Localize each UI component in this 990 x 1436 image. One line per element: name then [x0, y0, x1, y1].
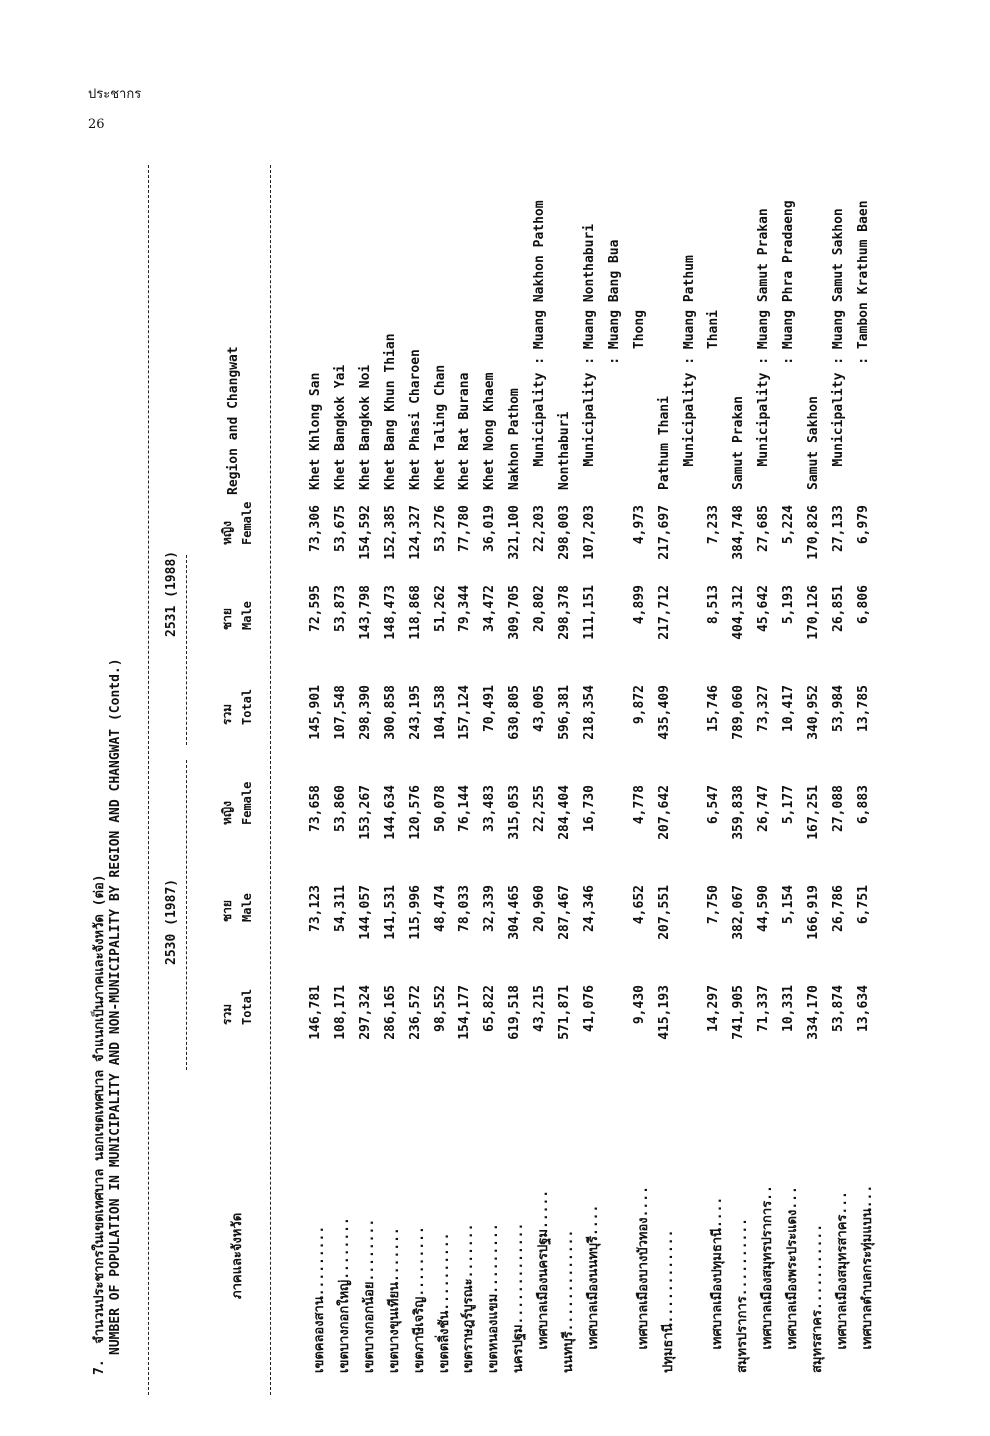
subhead-female-en-1988: Female — [240, 501, 254, 545]
row-label-english: Khet Bangkok Noi — [357, 364, 373, 490]
cell-male-1988: 309,705 — [507, 585, 523, 640]
cell-total-1988: 10,417 — [781, 685, 797, 732]
rule-year-1987 — [186, 760, 187, 1070]
cell-male-1987: 144,057 — [357, 885, 373, 940]
cell-total-1988: 107,548 — [332, 685, 348, 740]
cell-total-1988: 53,984 — [830, 685, 846, 732]
cell-female-1987: 26,747 — [756, 785, 772, 832]
cell-male-1987: 32,339 — [482, 885, 498, 932]
cell-total-1987: 415,193 — [656, 985, 672, 1040]
row-label-thai: เขตบางกอกใหญ่........ — [336, 1217, 352, 1373]
cell-female-1987: 120,576 — [407, 785, 423, 840]
row-label-thai: เขตภาษีเจริญ......... — [411, 1226, 427, 1373]
cell-female-1988: 321,100 — [507, 505, 523, 560]
cell-male-1988: 79,344 — [457, 585, 473, 632]
cell-total-1988: 340,952 — [806, 685, 821, 740]
row-label-english: Khet Taling Chan — [432, 364, 448, 490]
cell-female-1987: 6,547 — [706, 785, 722, 825]
cell-male-1987: 207,551 — [656, 885, 672, 940]
cell-male-1987: 44,590 — [756, 885, 772, 932]
row-label-english: Khet Bangkok Yai — [332, 364, 348, 490]
cell-male-1988: 118,868 — [407, 585, 423, 640]
row-label-english: Samut Prakan — [731, 396, 747, 490]
cell-total-1987: 146,781 — [308, 985, 323, 1040]
cell-total-1987: 571,871 — [557, 985, 572, 1040]
subhead-total-th-1988: รวม — [220, 703, 234, 725]
subhead-female-th-1987: หญิง — [220, 801, 234, 825]
cell-total-1988: 243,195 — [407, 685, 423, 740]
year-1987: 2530 (1987) — [164, 878, 179, 965]
cell-total-1987: 41,076 — [581, 985, 597, 1032]
cell-total-1987: 43,215 — [532, 985, 548, 1032]
cell-female-1987: 33,483 — [482, 785, 498, 832]
row-label-english: Khet Phasi Charoen — [407, 349, 423, 490]
row-label-english: Nakhon Pathom — [507, 388, 523, 490]
cell-total-1987: 619,518 — [507, 985, 523, 1040]
rule-top — [148, 165, 149, 1395]
cell-female-1987: 315,053 — [507, 785, 523, 840]
row-label-thai: เขตหนองแขม......... — [486, 1223, 502, 1373]
cell-total-1987: 53,874 — [830, 985, 846, 1032]
row-label-english: Khet Rat Burana — [457, 372, 473, 490]
page-number: 26 — [88, 117, 105, 132]
cell-female-1988: 53,276 — [432, 505, 448, 552]
cell-female-1987: 27,088 — [830, 785, 846, 832]
cell-female-1988: 298,003 — [557, 505, 572, 560]
cell-female-1987: 4,778 — [631, 785, 647, 825]
row-label-thai: เขตคลองสาน......... — [312, 1225, 327, 1373]
cell-male-1987: 115,996 — [407, 885, 423, 940]
cell-male-1988: 8,513 — [706, 585, 722, 625]
row-label-thai: สมุทรสาคร........... — [810, 1223, 825, 1373]
cell-female-1988: 152,385 — [382, 505, 398, 560]
cell-total-1988: 157,124 — [457, 685, 473, 740]
row-label-thai: เทศบาลเมืองบางบัวทอง.... — [635, 1186, 651, 1373]
row-label-english: Thong — [631, 309, 647, 490]
cell-total-1988: 73,327 — [756, 685, 772, 732]
cell-male-1988: 170,126 — [806, 585, 821, 640]
cell-total-1988: 104,538 — [432, 685, 448, 740]
cell-female-1987: 144,634 — [382, 785, 398, 840]
cell-male-1987: 141,531 — [382, 885, 398, 940]
subhead-male-th-1987: ชาย — [220, 900, 234, 922]
cell-male-1987: 78,033 — [457, 885, 473, 932]
subhead-total-en-1988: Total — [240, 688, 254, 725]
row-label-english: Municipality : Muang Pathum — [681, 255, 697, 490]
rule-header-bottom — [270, 165, 271, 1395]
cell-female-1987: 207,642 — [656, 785, 672, 840]
cell-female-1987: 6,883 — [855, 785, 871, 825]
cell-male-1988: 111,151 — [581, 585, 597, 640]
cell-female-1987: 153,267 — [357, 785, 373, 840]
cell-total-1987: 98,552 — [432, 985, 448, 1032]
cell-total-1988: 596,381 — [557, 685, 572, 740]
cell-male-1987: 382,067 — [731, 885, 747, 940]
row-label-english: Municipality : Muang Samut Prakan — [756, 208, 772, 490]
cell-total-1987: 154,177 — [457, 985, 473, 1040]
cell-female-1988: 27,685 — [756, 505, 772, 552]
subhead-female-en-1987: Female — [240, 781, 254, 825]
row-label-thai: นครปฐม............. — [511, 1222, 527, 1373]
cell-female-1987: 50,078 — [432, 785, 448, 832]
cell-female-1988: 36,019 — [482, 505, 498, 552]
subhead-male-en-1987: Male — [240, 893, 254, 922]
subhead-male-en-1988: Male — [240, 601, 254, 630]
cell-total-1987: 13,634 — [855, 985, 871, 1032]
subhead-total-en-1987: Total — [240, 988, 254, 1025]
cell-female-1987: 53,860 — [332, 785, 348, 832]
row-label-thai: เทศบาลเมืองพระประแดง... — [785, 1186, 801, 1373]
cell-male-1987: 20,960 — [532, 885, 548, 932]
cell-male-1988: 45,642 — [756, 585, 772, 632]
row-label-english: Municipality : Muang Nakhon Pathom — [532, 200, 548, 490]
cell-female-1988: 27,133 — [830, 505, 846, 552]
cell-male-1987: 24,346 — [581, 885, 597, 932]
cell-male-1988: 72,595 — [308, 585, 323, 632]
cell-male-1988: 51,262 — [432, 585, 448, 632]
cell-total-1987: 334,170 — [806, 985, 821, 1040]
row-label-english: : Muang Phra Pradaeng — [781, 200, 797, 490]
cell-male-1988: 20,802 — [532, 585, 548, 632]
cell-male-1988: 26,851 — [830, 585, 846, 632]
row-label-thai: เทศบาลเมืองนนทบุรี.... — [585, 1204, 601, 1373]
cell-total-1987: 65,822 — [482, 985, 498, 1032]
row-label-thai: เทศบาลเมืองปทุมธานี.... — [710, 1196, 726, 1373]
table-title-thai: 7. จำนวนประชากรในเขตเทศบาล นอกเขตเทศบาล จำแนกเป็นภาคและจังหวัด (ต่อ) — [92, 874, 107, 1375]
cell-female-1987: 167,251 — [806, 785, 821, 840]
cell-female-1988: 384,748 — [731, 505, 747, 560]
cell-female-1988: 73,306 — [308, 505, 323, 552]
row-label-english: : Muang Bang Bua — [606, 239, 622, 490]
cell-total-1988: 145,901 — [308, 685, 323, 740]
cell-female-1988: 5,224 — [781, 505, 797, 545]
cell-total-1987: 108,171 — [332, 985, 348, 1040]
cell-female-1988: 7,233 — [706, 505, 722, 545]
cell-female-1987: 16,730 — [581, 785, 597, 832]
cell-total-1987: 14,297 — [706, 985, 722, 1032]
subhead-male-th-1988: ชาย — [220, 608, 234, 630]
cell-total-1987: 297,324 — [357, 985, 373, 1040]
cell-female-1987: 73,658 — [308, 785, 323, 832]
cell-male-1988: 298,378 — [557, 585, 572, 640]
cell-male-1987: 54,311 — [332, 885, 348, 932]
cell-female-1988: 217,697 — [656, 505, 672, 560]
cell-total-1987: 9,430 — [631, 985, 647, 1025]
cell-female-1988: 4,973 — [631, 505, 647, 545]
cell-female-1988: 107,203 — [581, 505, 597, 560]
row-label-thai: เขตตลิ่งชัน.......... — [436, 1232, 452, 1373]
cell-total-1987: 10,331 — [781, 985, 797, 1032]
cell-male-1988: 148,473 — [382, 585, 398, 640]
cell-female-1988: 154,592 — [357, 505, 373, 560]
col-header-region-thai: ภาคและจังหวัด — [230, 1212, 245, 1299]
cell-female-1987: 284,404 — [557, 785, 572, 840]
row-label-english: Municipality : Muang Nonthaburi — [581, 223, 597, 490]
cell-total-1988: 435,409 — [656, 685, 672, 740]
row-label-english: Khet Bang Khun Thian — [382, 333, 398, 490]
cell-male-1988: 217,712 — [656, 585, 672, 640]
col-header-region-english: Region and Changwat — [226, 346, 241, 495]
cell-male-1987: 304,465 — [507, 885, 523, 940]
cell-female-1988: 124,327 — [407, 505, 423, 560]
row-label-thai: เทศบาลเมืองนครปฐม..... — [536, 1189, 552, 1373]
subhead-female-th-1988: หญิง — [220, 521, 234, 545]
cell-female-1988: 170,826 — [806, 505, 821, 560]
row-label-thai: นนทบุรี............. — [561, 1229, 576, 1373]
subhead-total-th-1987: รวม — [220, 1003, 234, 1025]
cell-total-1988: 789,060 — [731, 685, 747, 740]
cell-total-1988: 298,390 — [357, 685, 373, 740]
cell-male-1988: 34,472 — [482, 585, 498, 632]
row-label-thai: สมุทรปราการ.......... — [735, 1217, 751, 1373]
table-title-english: NUMBER OF POPULATION IN MUNICIPALITY AND NON-MUNICIPALITY BY REGION AND CHANGWAT (Contd.) — [108, 658, 123, 1355]
cell-male-1988: 5,193 — [781, 585, 797, 625]
cell-female-1987: 76,144 — [457, 785, 473, 832]
rule-year-1988 — [186, 555, 187, 745]
cell-male-1987: 26,786 — [830, 885, 846, 932]
cell-female-1987: 22,255 — [532, 785, 548, 832]
cell-female-1987: 359,838 — [731, 785, 747, 840]
cell-male-1987: 287,467 — [557, 885, 572, 940]
cell-total-1987: 286,165 — [382, 985, 398, 1040]
cell-male-1987: 4,652 — [631, 885, 647, 925]
cell-male-1988: 143,798 — [357, 585, 373, 640]
cell-total-1988: 43,005 — [532, 685, 548, 732]
row-label-english: Nonthaburi — [557, 411, 572, 490]
cell-male-1988: 53,873 — [332, 585, 348, 632]
row-label-english: Khet Nong Khaem — [482, 372, 498, 490]
cell-male-1987: 6,751 — [855, 885, 871, 925]
cell-total-1988: 15,746 — [706, 685, 722, 732]
year-1988: 2531 (1988) — [164, 550, 179, 637]
row-label-english: Khet Khlong San — [308, 372, 323, 490]
row-label-english: Pathum Thani — [656, 396, 672, 490]
row-label-thai: ปทุมธานี............ — [660, 1229, 676, 1373]
rotated-table — [80, 105, 890, 1395]
cell-total-1987: 741,905 — [731, 985, 747, 1040]
cell-total-1988: 70,491 — [482, 685, 498, 732]
cell-total-1988: 630,805 — [507, 685, 523, 740]
row-label-thai: เขตบางขุนเทียน....... — [386, 1227, 402, 1373]
cell-male-1987: 7,750 — [706, 885, 722, 925]
cell-male-1987: 73,123 — [308, 885, 323, 932]
row-label-thai: เทศบาลตำบลกระทุ่มแบน... — [859, 1184, 875, 1373]
cell-male-1988: 404,312 — [731, 585, 747, 640]
row-label-english: Samut Sakhon — [806, 396, 821, 490]
cell-total-1987: 236,572 — [407, 985, 423, 1040]
cell-total-1987: 71,337 — [756, 985, 772, 1032]
row-label-english: Municipality : Muang Samut Sakhon — [830, 208, 846, 490]
cell-female-1988: 53,675 — [332, 505, 348, 552]
cell-total-1988: 300,858 — [382, 685, 398, 740]
cell-female-1988: 22,203 — [532, 505, 548, 552]
cell-male-1988: 6,806 — [855, 585, 871, 625]
cell-male-1987: 5,154 — [781, 885, 797, 925]
row-label-thai: เขตราษฎร์บูรณะ....... — [461, 1223, 477, 1373]
row-label-thai: เขตบางกอกน้อย........ — [361, 1218, 377, 1373]
cell-female-1987: 5,177 — [781, 785, 797, 825]
cell-male-1988: 4,899 — [631, 585, 647, 625]
cell-male-1987: 48,474 — [432, 885, 448, 932]
cell-total-1988: 9,872 — [631, 685, 647, 725]
row-label-english: Thani — [706, 309, 722, 490]
cell-total-1988: 13,785 — [855, 685, 871, 732]
row-label-english: : Tambon Krathum Baen — [855, 200, 871, 490]
row-label-thai: เทศบาลเมืองสมุทรสาคร... — [834, 1191, 850, 1373]
cell-total-1988: 218,354 — [581, 685, 597, 740]
cell-male-1987: 166,919 — [806, 885, 821, 940]
row-label-thai: เทศบาลเมืองสมุทรปราการ.. — [760, 1185, 776, 1373]
section-title: ประชากร — [88, 87, 142, 102]
cell-female-1988: 77,780 — [457, 505, 473, 552]
cell-female-1988: 6,979 — [855, 505, 871, 545]
